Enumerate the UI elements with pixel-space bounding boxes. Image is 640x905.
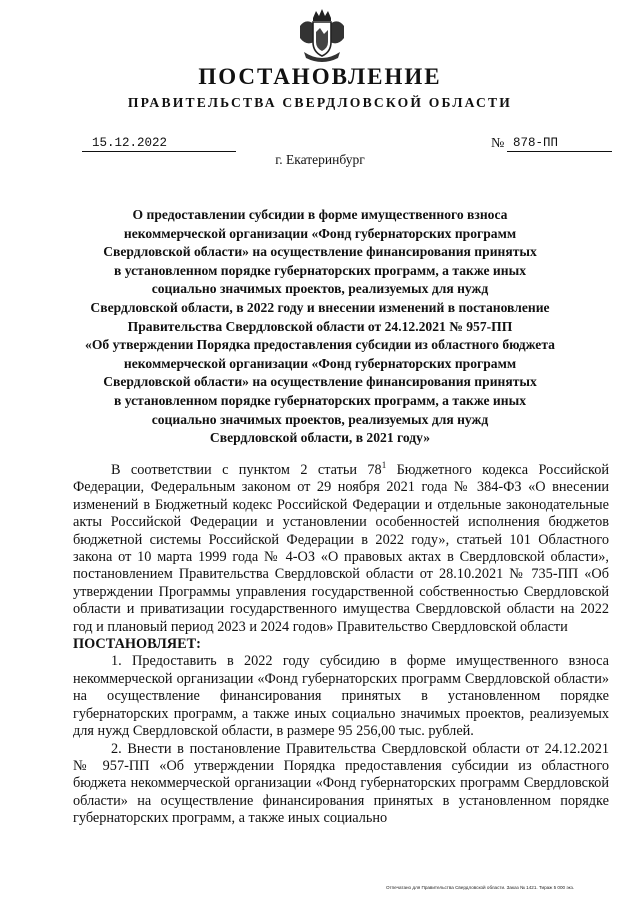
title-line: некоммерческой организации «Фонд губернаторских программ	[123, 355, 517, 371]
title-line: Правительства Свердловской области от 24.12.2021 № 957-ПП	[127, 318, 513, 334]
document-body	[73, 462, 609, 828]
title-line: в установленном порядке губернаторских программ, а также иных	[113, 392, 527, 408]
preamble-rest: Бюджетного кодекса Российской Федерации, Федеральным законом от 29 ноября 2021 года № 384-ФЗ «О внесении изменений в Бюджетный кодекс Российской Федерации и отдельные законодательные акты Российской Федерации и установлении особенностей исполнения бюджетов бюджетной системы Российской Федерации в 2022 году», статьей 101 Областного закона от 10 марта 1999 года № 4-ОЗ «О правовых актах в Свердловской области», постановлением Правительства Свердловской области от 28.10.2021 № 735-ПП «Об утверждении Программы управления государственной собственностью Свердловской области и приватизации государственного имущества Свердловской области на 2022 год и плановый период 2023 и 2024 годов» Правительство Свердловской области	[73, 462, 609, 635]
title-line: некоммерческой организации «Фонд губернаторских программ	[123, 225, 517, 241]
title-line: Свердловской области» на осуществление финансирования принятых	[103, 374, 537, 390]
coat-of-arms-icon	[296, 8, 348, 64]
issuing-organization: ПРАВИТЕЛЬСТВА СВЕРДЛОВСКОЙ ОБЛАСТИ	[127, 95, 513, 110]
decree-item-1: 1. Предоставить в 2022 году субсидию в форме имущественного взноса некоммерческой организации «Фонд губернаторских программ Свердловской области» на осуществление финансирования принятых в установленном порядке губернаторских программ, а также иных социально значимых проектов, реализуемых для нужд Свердловской области, в размере 95 256,00 тыс. рублей.	[73, 653, 609, 740]
preamble-start: В соответствии с пунктом 2 статьи 78	[111, 462, 382, 478]
title-line: социально значимых проектов, реализуемых для нужд	[151, 281, 489, 297]
preamble-paragraph	[73, 462, 609, 636]
title-line: Свердловской области, в 2021 году»	[209, 430, 431, 446]
title-line: Свердловской области, в 2022 году и внесении изменений в постановление	[90, 299, 550, 315]
title-line: Свердловской области» на осуществление финансирования принятых	[103, 244, 537, 260]
document-number: 878-ПП	[507, 136, 612, 152]
city: г. Екатеринбург	[275, 152, 365, 167]
document-title	[70, 206, 570, 448]
decree-item-2: 2. Внести в постановление Правительства Свердловской области от 24.12.2021 № 957-ПП «Об утверждении Порядка предоставления субсидии из областного бюджета некоммерческой организации «Фонд губернаторских программ Свердловской области» на осуществление финансирования принятых в установленном порядке губернаторских программ, а также иных социально	[73, 740, 609, 827]
decree-word: ПОСТАНОВЛЯЕТ:	[73, 636, 201, 653]
article-superscript: 1	[381, 460, 387, 471]
title-line: О предоставлении субсидии в форме имущественного взноса	[132, 207, 508, 222]
title-line: социально значимых проектов, реализуемых для нужд	[151, 411, 489, 427]
document-date: 15.12.2022	[82, 136, 236, 152]
title-line: в установленном порядке губернаторских программ, а также иных	[113, 262, 527, 278]
title-line: «Об утверждении Порядка предоставления субсидии из областного бюджета	[85, 337, 555, 353]
number-sign: №	[491, 136, 505, 151]
print-note: Отпечатано для Правительства Свердловской области. Заказ № 1421. Тираж 5 000 экз.	[386, 885, 575, 890]
document-type-heading: ПОСТАНОВЛЕНИЕ	[198, 64, 442, 89]
